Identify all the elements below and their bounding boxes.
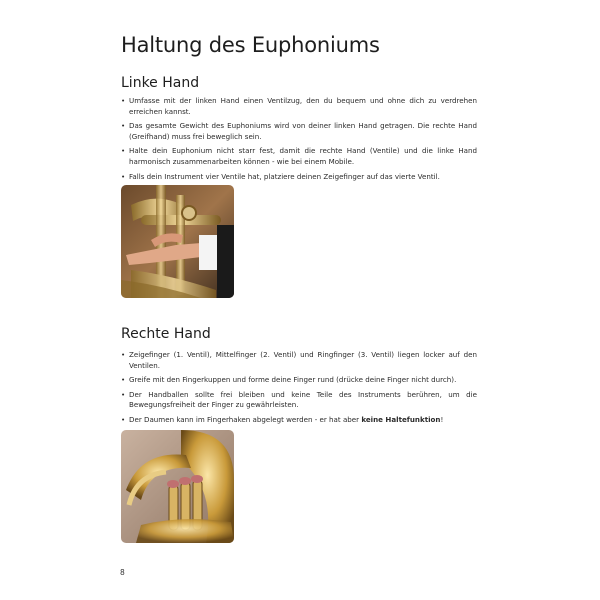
- list-item: • Halte dein Euphonium nicht starr fest, damit die rechte Hand (Ventile) und die linke Hand harmonisch zusammenarbeiten können - wie bei einem Mobile.: [121, 146, 477, 167]
- list-item: • Greife mit den Fingerkuppen und forme deine Finger rund (drücke deine Finger nicht durch).: [121, 375, 477, 386]
- list-item: • Der Handballen sollte frei bleiben und keine Teile des Instruments berühren, um die Bewegungsfreiheit der Finger zu gewährleisten.: [121, 390, 477, 411]
- section-heading-right-hand: Rechte Hand: [121, 326, 211, 342]
- list-item-text: Der Daumen kann im Fingerhaken abgelegt werden - er hat aber: [129, 414, 362, 424]
- right-hand-photo-image: [121, 430, 234, 543]
- left-hand-photo: [121, 185, 234, 298]
- section-heading-left-hand: Linke Hand: [121, 75, 200, 91]
- list-item: • Umfasse mit der linken Hand einen Ventilzug, den du bequem und ohne dich zu verdrehen erreichen kannst.: [121, 96, 477, 117]
- right-hand-list: [121, 350, 477, 430]
- page-title: Haltung des Euphoniums: [121, 33, 380, 57]
- list-item: • Falls dein Instrument vier Ventile hat, platziere deinen Zeigefinger auf das vierte Ventil.: [121, 172, 477, 183]
- right-hand-photo: [121, 430, 234, 543]
- list-item-bold-text: keine Haltefunktion: [361, 414, 441, 424]
- left-hand-list: [121, 96, 477, 186]
- list-item: • Das gesamte Gewicht des Euphoniums wird von deiner linken Hand getragen. Die rechte Hand (Greifhand) muss frei beweglich sein.: [121, 121, 477, 142]
- list-item-end: !: [440, 414, 444, 424]
- page-number: 8: [120, 568, 125, 577]
- left-hand-photo-image: [121, 185, 234, 298]
- list-item: • Zeigefinger (1. Ventil), Mittelfinger (2. Ventil) und Ringfinger (3. Ventil) liegen locker auf den Ventilen.: [121, 350, 477, 371]
- list-item: [121, 415, 477, 426]
